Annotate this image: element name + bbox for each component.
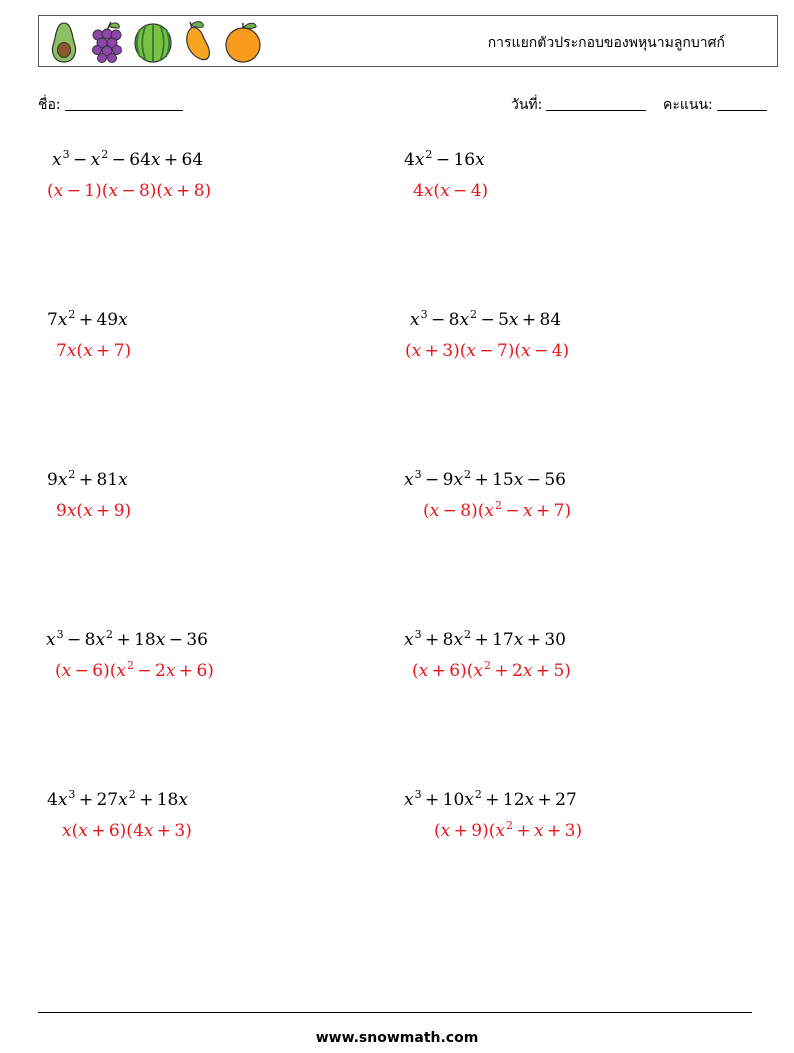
problem-1-answer: (x − 1)(x − 8)(x + 8) <box>47 181 212 201</box>
problem-5-question: $9x^2 + 81x$ <box>47 468 128 490</box>
score-blank <box>717 96 767 111</box>
date-label: วันที่: <box>511 97 543 113</box>
score-field <box>663 94 767 116</box>
worksheet-header <box>38 15 778 67</box>
problem-3-answer: 7x(x + 7) <box>56 341 132 361</box>
name-field <box>38 94 183 116</box>
watermelon-icon <box>133 20 173 64</box>
score-label: คะแนน: <box>663 97 713 113</box>
problem-4-answer: (x + 3)(x − 7)(x − 4) <box>405 341 570 361</box>
problem-9-answer: x(x + 6)(4x + 3) <box>62 821 192 841</box>
problem-9-question: $4x^3 + 27x^2 + 18x$ <box>47 788 188 810</box>
name-blank <box>65 96 183 111</box>
date-blank <box>546 96 646 111</box>
problem-4-question: $x^3 - 8x^2 - 5x + 84$ <box>410 308 562 330</box>
problem-10-answer: $(x + 9)(x^2 + x + 3)$ <box>434 819 583 841</box>
problem-6-question: $x^3 - 9x^2 + 15x - 56$ <box>404 468 566 490</box>
problem-3-question: $7x^2 + 49x$ <box>47 308 128 330</box>
problem-5-answer: 9x(x + 9) <box>56 501 132 521</box>
problem-8-question: $x^3 + 8x^2 + 17x + 30$ <box>404 628 566 650</box>
problem-2-question: $4x^2 - 16x$ <box>404 148 485 170</box>
footer-url: www.snowmath.com <box>315 1030 479 1046</box>
name-label: ชื่อ: <box>38 97 61 113</box>
problem-10-question: $x^3 + 10x^2 + 12x + 27$ <box>404 788 577 810</box>
worksheet-title: การแยกตัวประกอบของพหุนามลูกบาศก์ <box>487 35 725 51</box>
grapes-icon <box>89 20 125 64</box>
problem-2-answer: 4x(x − 4) <box>413 181 489 201</box>
footer-divider <box>38 1012 752 1013</box>
problem-1-question: $x^3 - x^2 - 64x + 64$ <box>52 148 204 170</box>
problem-7-answer: $(x - 6)(x^2 - 2x + 6)$ <box>55 659 214 681</box>
date-field <box>511 94 646 116</box>
problem-8-answer: $(x + 6)(x^2 + 2x + 5)$ <box>412 659 571 681</box>
orange-icon <box>223 20 263 64</box>
avocado-icon <box>49 20 79 64</box>
problem-7-question: $x^3 - 8x^2 + 18x - 36$ <box>46 628 208 650</box>
mango-icon <box>181 20 215 64</box>
problem-6-answer: $(x - 8)(x^2 - x + 7)$ <box>423 499 572 521</box>
